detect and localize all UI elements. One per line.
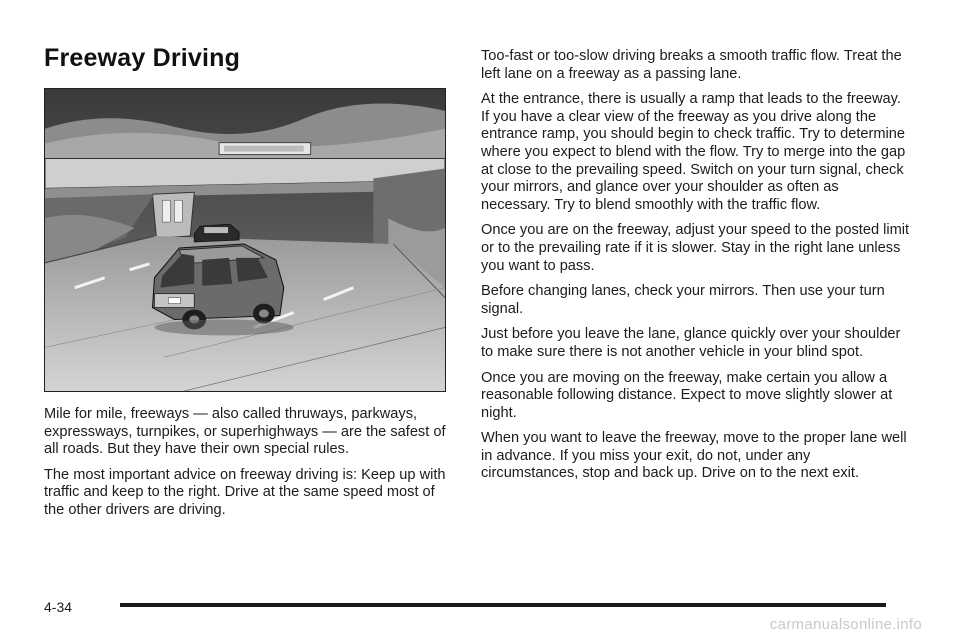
left-text-column <box>44 406 448 528</box>
paragraph-passing-lane: Too-fast or too-slow driving breaks a smooth traffic flow. Treat the left lane on a freeway as a passing lane. <box>481 48 902 82</box>
paragraph-blind-spot: Just before you leave the lane, glance quickly over your shoulder to make sure there is not another vehicle in your blind spot. <box>481 326 901 360</box>
paragraph-freeway-safety: Mile for mile, freeways — also called thruways, parkways, expressways, turnpikes, or superhighways — are the safest of all roads. But they have their own special rules. <box>44 406 446 458</box>
site-watermark: carmanualsonline.info <box>769 616 922 633</box>
paragraph-keep-right: The most important advice on freeway driving is: Keep up with traffic and keep to the right. Drive at the same speed most of the other drivers are driving. <box>44 466 446 518</box>
footer-rule <box>120 603 886 607</box>
paragraph-adjust-speed: Once you are on the freeway, adjust your speed to the posted limit or to the prevailing rate if it is slower. Stay in the right lane unless you want to pass. <box>481 222 910 274</box>
paragraph-changing-lanes: Before changing lanes, check your mirrors. Then use your turn signal. <box>481 283 885 317</box>
section-title: Freeway Driving <box>44 44 241 72</box>
page-number: 4-34 <box>44 599 73 615</box>
paragraph-leaving-freeway: When you want to leave the freeway, move to the proper lane well in advance. If you miss your exit, do not, under any circumstances, stop and back up. Drive on to the next exit. <box>481 430 907 482</box>
paragraph-following-distance: Once you are moving on the freeway, make certain you allow a reasonable following distance. Expect to move slightly slower at night. <box>481 369 893 421</box>
freeway-illustration <box>44 88 446 392</box>
freeway-overpass-drawing <box>45 89 445 391</box>
right-text-column <box>481 48 911 491</box>
paragraph-entrance-ramp: At the entrance, there is usually a ramp that leads to the freeway. If you have a clear view of the freeway as you drive along the entrance ramp, you should begin to check traffic. Try to determine where you expect to blend with the flow. Try to merge into the gap at close to the prevailing speed. Switch on your turn signal, check your mirrors, and glance over your shoulder as often as necessary. Try to blend smoothly with the traffic flow. <box>481 91 906 213</box>
